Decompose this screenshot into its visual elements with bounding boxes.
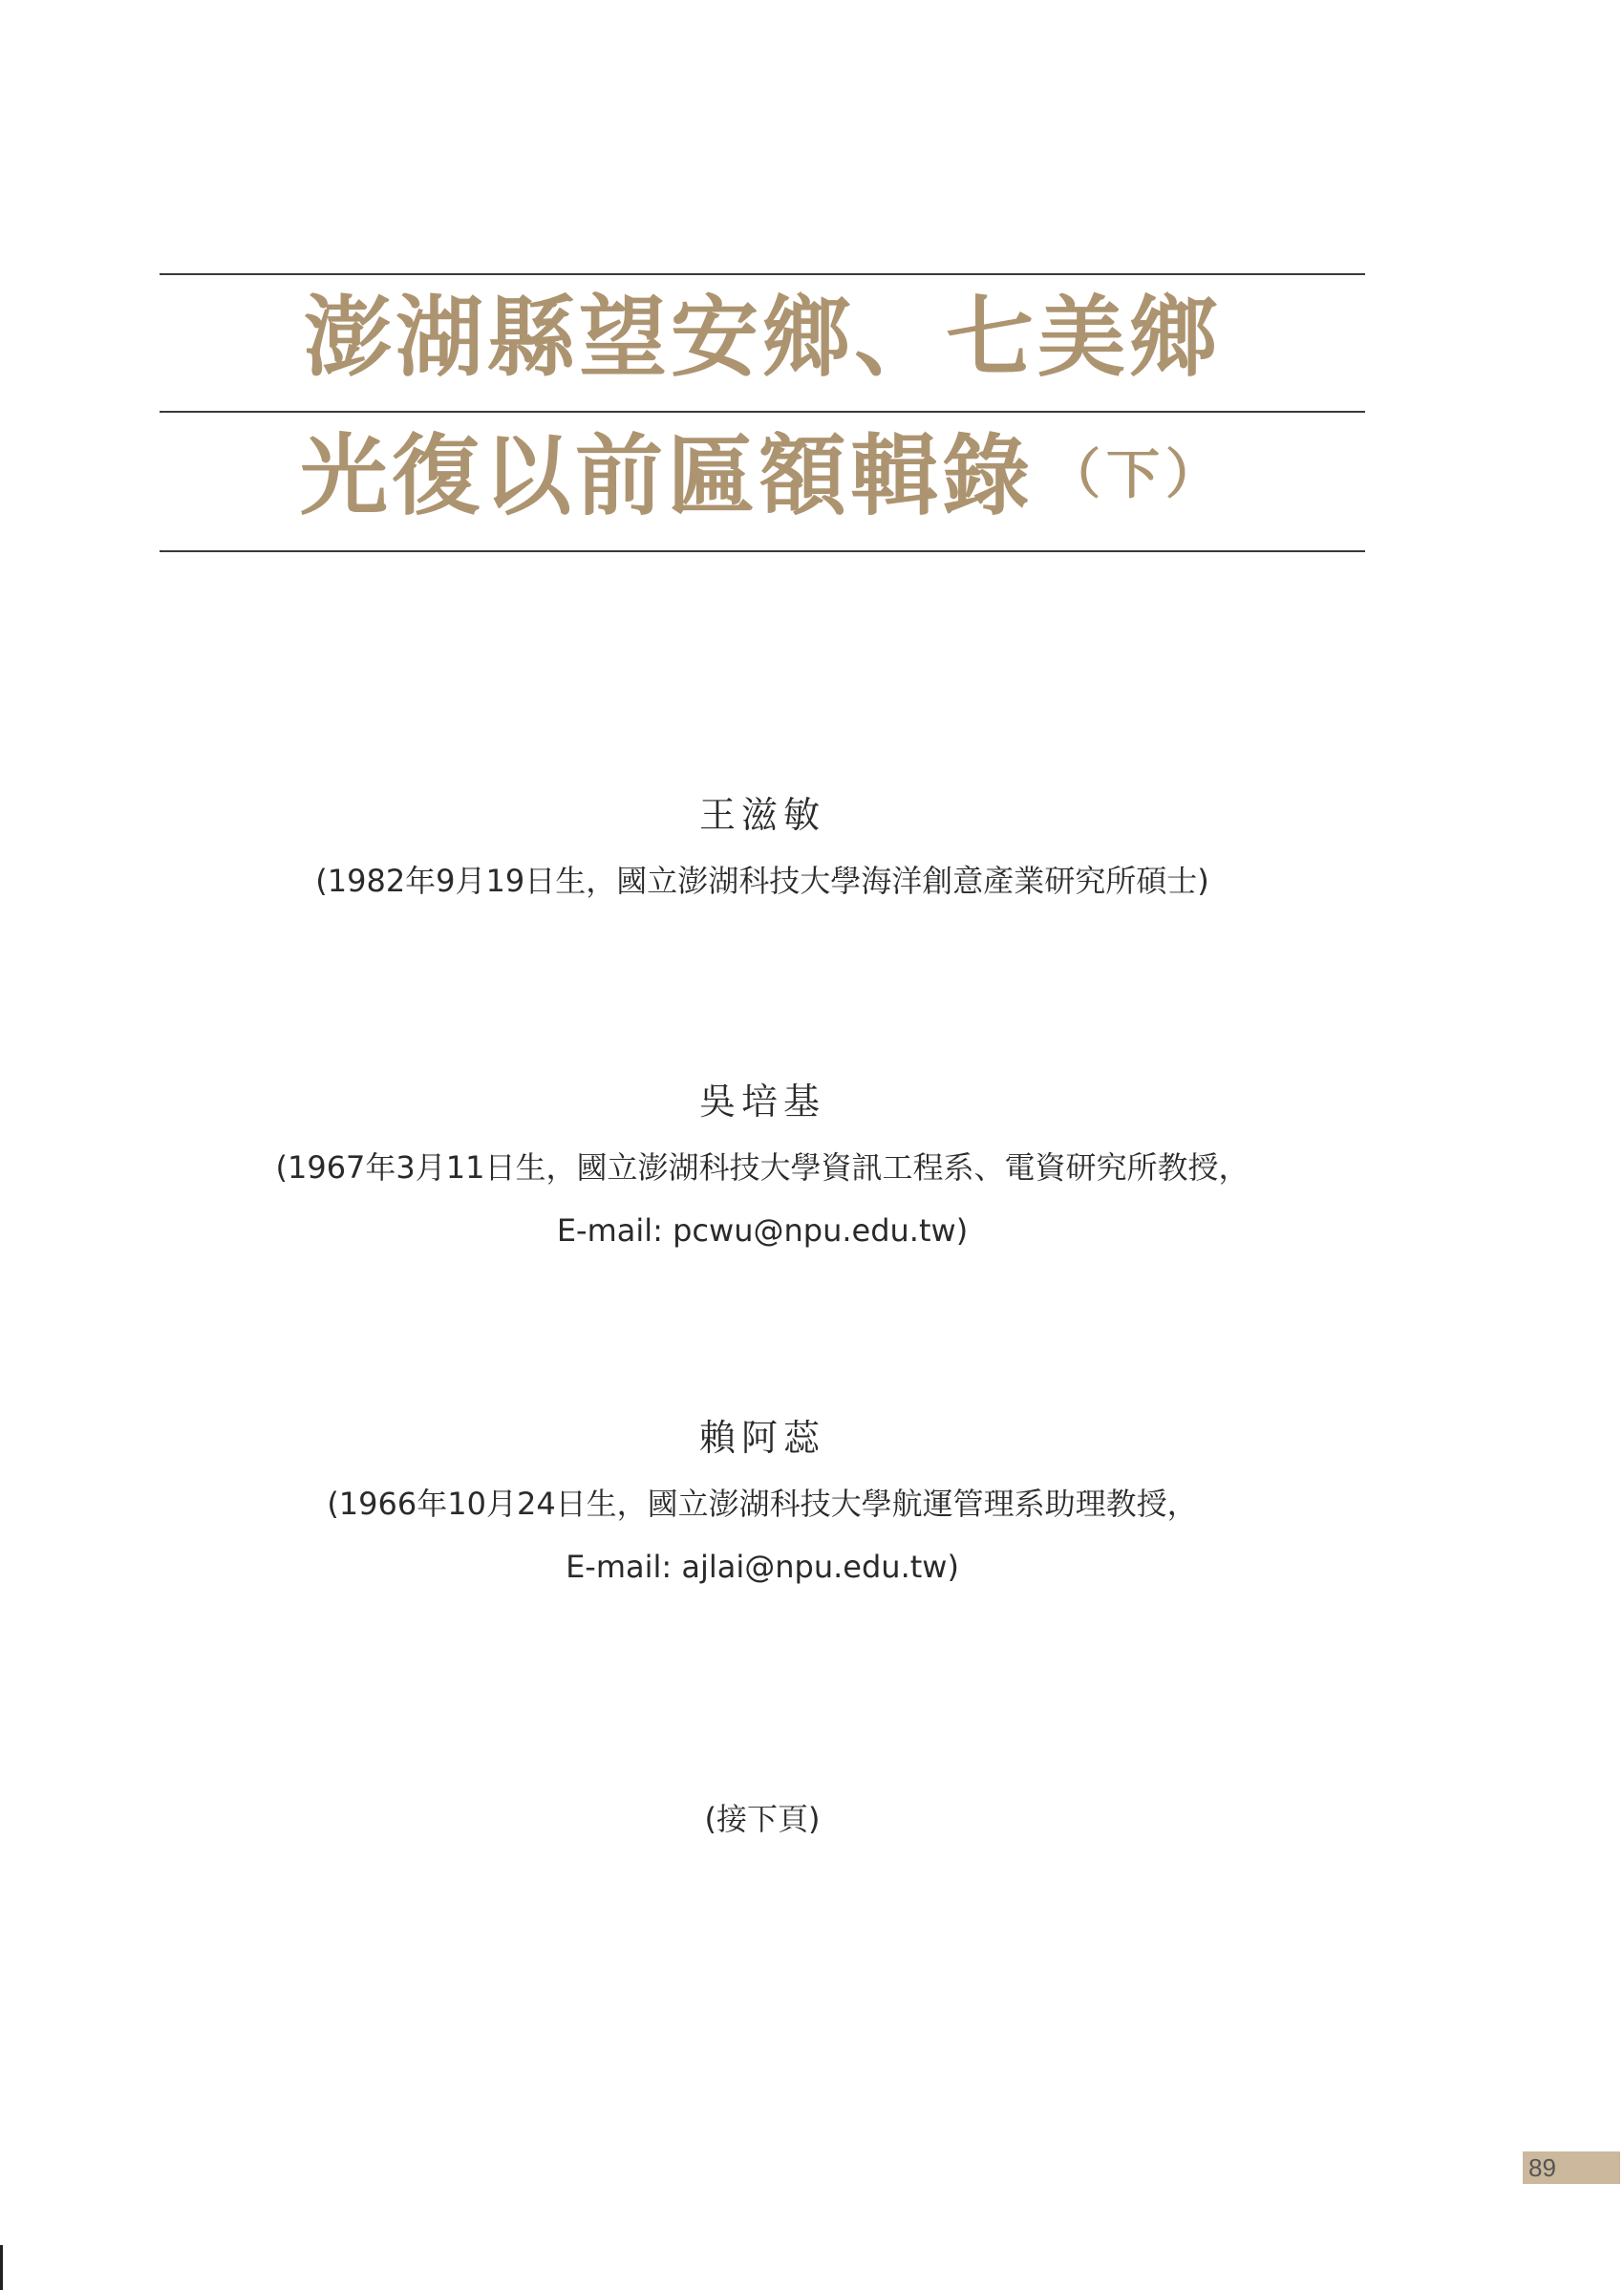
author-block-1 [160, 791, 1365, 902]
page-number: 89 [1523, 2151, 1620, 2184]
author-email-line: E-mail: pcwu@npu.edu.tw) [556, 1212, 969, 1249]
author-name: 吳培基 [698, 1081, 825, 1123]
author-name: 王滋敏 [698, 794, 825, 836]
title-rule-middle [160, 411, 1365, 413]
author-info-line: (1966年10月24日生，國立澎湖科技大學航運管理系助理教授， [327, 1486, 1198, 1522]
author-info-line: (1982年9月19日生，國立澎湖科技大學海洋創意產業研究所碩士) [315, 863, 1209, 899]
page-title-main: 光復以前匾額輯錄 [299, 424, 1034, 527]
author-block-3 [160, 1414, 1365, 1588]
author-email-line: E-mail: ajlai@npu.edu.tw) [566, 1549, 959, 1585]
continued-note: (接下頁) [704, 1801, 821, 1837]
page-title-line-1: 澎湖縣望安鄉、七美鄉 [303, 286, 1221, 389]
page-title-line-2 [160, 422, 1365, 528]
author-name: 賴阿蕊 [698, 1417, 825, 1459]
author-info-line: (1967年3月11日生，國立澎湖科技大學資訊工程系、電資研究所教授， [275, 1149, 1250, 1186]
page-title-part: （下） [1047, 443, 1225, 506]
author-block-2 [160, 1078, 1365, 1252]
scan-edge-mark [0, 2245, 3, 2290]
title-rule-bottom [160, 550, 1365, 552]
title-rule-top [160, 273, 1365, 275]
